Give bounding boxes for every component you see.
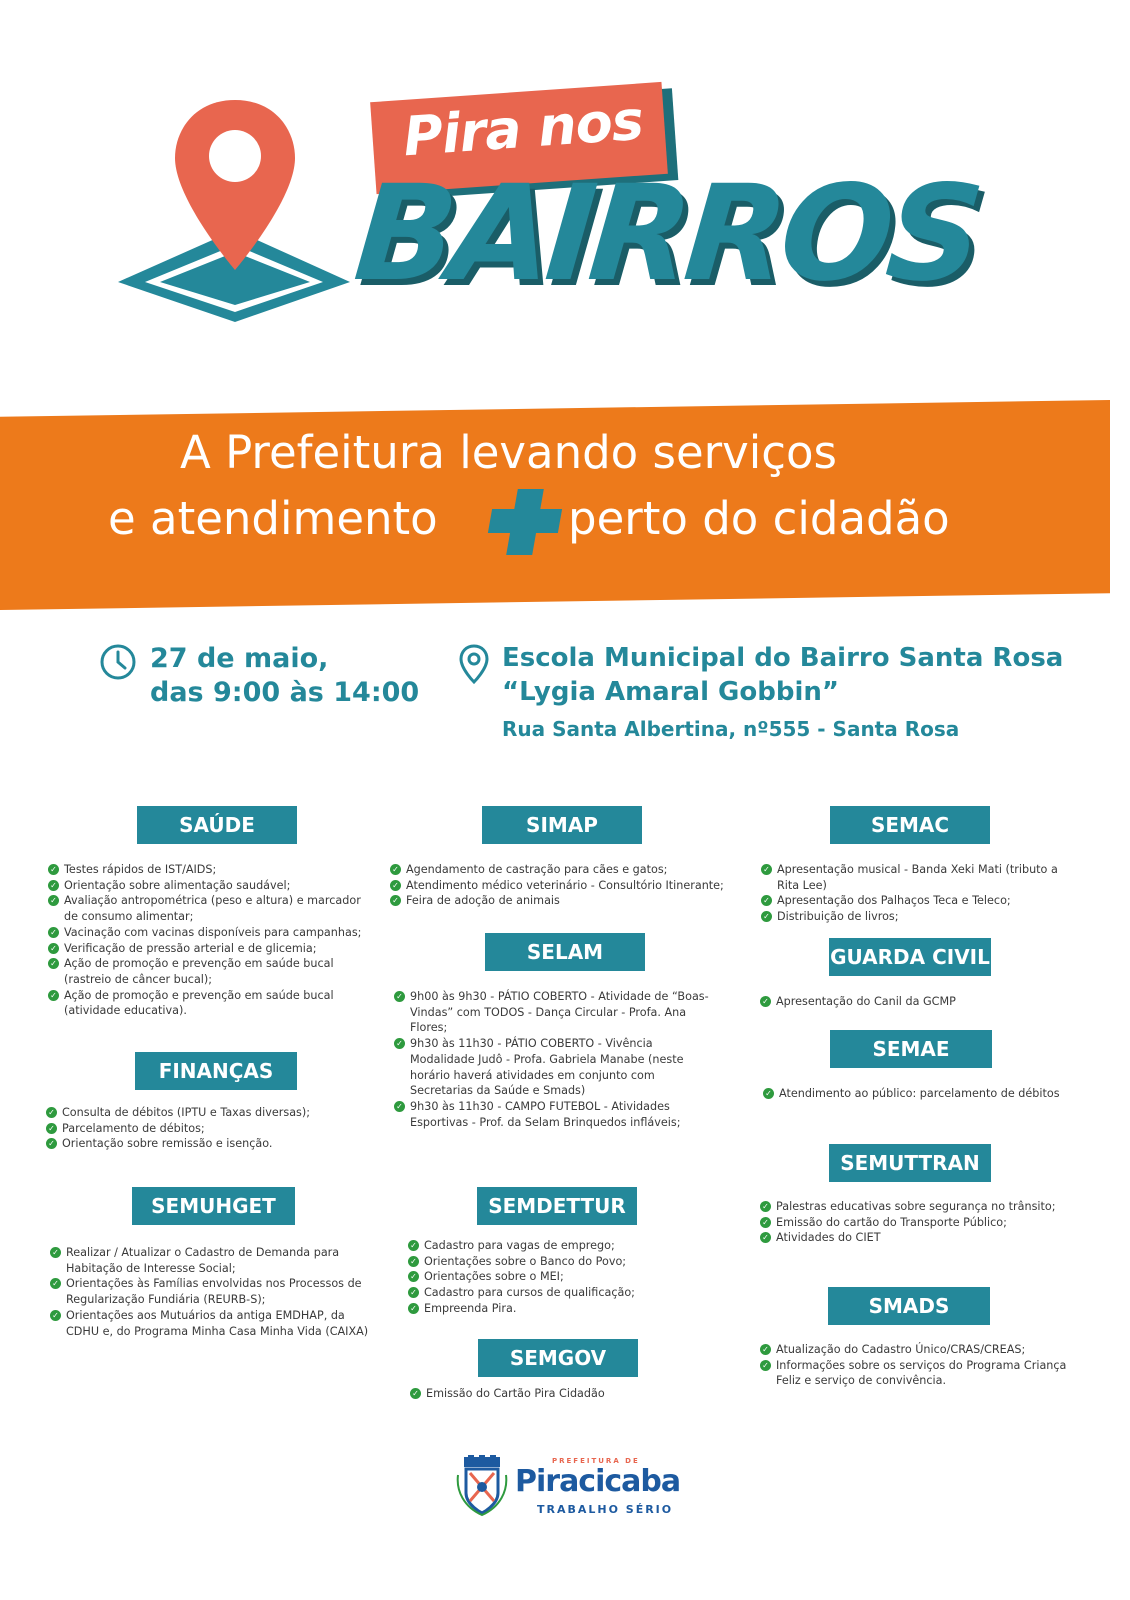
section-header-semuttran: SEMUTTRAN [829, 1144, 991, 1182]
selam-list [394, 989, 714, 1130]
clock-icon [99, 643, 137, 681]
list-item: ✓ Orientações aos Mutuários da antiga EMDHAP, da CDHU e, do Programa Minha Casa Minha Vida (CAIXA) [50, 1308, 370, 1339]
list-item: ✓ Feira de adoção de animais [390, 893, 730, 909]
simap-list [390, 862, 730, 909]
list-item: ✓ 9h00 às 9h30 - PÁTIO COBERTO - Atividade de “Boas-Vindas” com TODOS - Dança Circular - Profa. Ana Flores; [394, 989, 714, 1036]
semgov-list [410, 1386, 710, 1402]
semdettur-list [408, 1238, 708, 1317]
list-item: ✓ Distribuição de livros; [761, 909, 1061, 925]
list-item: ✓ 9h30 às 11h30 - CAMPO FUTEBOL - Atividades Esportivas - Prof. da Selam Brinquedos infláveis; [394, 1099, 714, 1130]
city-coat-of-arms-icon [456, 1455, 508, 1517]
banner-line-1: A Prefeitura levando serviços [180, 426, 838, 479]
guarda-list [760, 994, 1060, 1010]
saude-list [48, 862, 378, 1019]
list-item: ✓ Apresentação do Canil da GCMP [760, 994, 1060, 1010]
event-date: 27 de maio, [150, 643, 329, 674]
list-item: ✓ Realizar / Atualizar o Cadastro de Demanda para Habitação de Interesse Social; [50, 1245, 370, 1276]
list-item: ✓ Parcelamento de débitos; [46, 1121, 376, 1137]
list-item: ✓ Atividades do CIET [760, 1230, 1080, 1246]
smads-list [760, 1342, 1080, 1389]
list-item: ✓ Agendamento de castração para cães e gatos; [390, 862, 730, 878]
list-item: ✓ Consulta de débitos (IPTU e Taxas diversas); [46, 1105, 376, 1121]
section-header-semuhget: SEMUHGET [132, 1187, 295, 1225]
section-header-saude: SAÚDE [137, 806, 297, 844]
list-item: ✓ Testes rápidos de IST/AIDS; [48, 862, 378, 878]
list-item: ✓ Orientações às Famílias envolvidas nos Processos de Regularização Fundiária (REURB-S); [50, 1276, 370, 1307]
section-header-guarda-civil: GUARDA CIVIL [829, 938, 991, 976]
list-item: ✓ Atendimento ao público: parcelamento de débitos [763, 1086, 1093, 1102]
section-header-simap: SIMAP [482, 806, 642, 844]
semuhget-list [50, 1245, 370, 1339]
semuttran-list [760, 1199, 1080, 1246]
title-tag-text: Pira nos [401, 88, 645, 169]
list-item: ✓ Vacinação com vacinas disponíveis para campanhas; [48, 925, 378, 941]
banner-line-2b: perto do cidadão [568, 492, 950, 545]
section-header-smads: SMADS [828, 1287, 990, 1325]
main-title: BAIRROS [349, 157, 984, 311]
list-item: ✓ Palestras educativas sobre segurança no trânsito; [760, 1199, 1080, 1215]
list-item: ✓ Orientações sobre o Banco do Povo; [408, 1254, 708, 1270]
semae-list [763, 1086, 1093, 1102]
list-item: ✓ Informações sobre os serviços do Programa Criança Feliz e serviço de convivência. [760, 1358, 1080, 1389]
event-time: das 9:00 às 14:00 [150, 677, 420, 708]
list-item: ✓ Emissão do Cartão Pira Cidadão [410, 1386, 710, 1402]
venue-address: Rua Santa Albertina, nº555 - Santa Rosa [502, 717, 960, 741]
list-item: ✓ Apresentação musical - Banda Xeki Mati (tributo a Rita Lee) [761, 862, 1061, 893]
semac-list [761, 862, 1061, 925]
list-item: ✓ Cadastro para vagas de emprego; [408, 1238, 708, 1254]
location-pin-icon [458, 643, 490, 685]
list-item: ✓ Ação de promoção e prevenção em saúde bucal (atividade educativa). [48, 988, 378, 1019]
list-item: ✓ Atendimento médico veterinário - Consultório Itinerante; [390, 878, 730, 894]
logo-prefix: PREFEITURA DE [552, 1457, 640, 1465]
map-pin-logo-icon [110, 90, 360, 330]
venue-subname: “Lygia Amaral Gobbin” [502, 677, 839, 707]
list-item: ✓ Cadastro para cursos de qualificação; [408, 1285, 708, 1301]
list-item: ✓ Orientações sobre o MEI; [408, 1269, 708, 1285]
banner-line-2a: e atendimento [108, 492, 438, 545]
list-item: ✓ Verificação de pressão arterial e de glicemia; [48, 941, 378, 957]
section-header-semdettur: SEMDETTUR [477, 1187, 637, 1225]
list-item: ✓ Orientação sobre remissão e isenção. [46, 1136, 376, 1152]
venue-name: Escola Municipal do Bairro Santa Rosa [502, 643, 1064, 673]
section-header-semae: SEMAE [830, 1030, 992, 1068]
financas-list [46, 1105, 376, 1152]
list-item: ✓ Emissão do cartão do Transporte Público; [760, 1215, 1080, 1231]
list-item: ✓ Empreenda Pira. [408, 1301, 708, 1317]
section-header-financas: FINANÇAS [135, 1052, 297, 1090]
section-header-semgov: SEMGOV [478, 1339, 638, 1377]
list-item: ✓ Atualização do Cadastro Único/CRAS/CREAS; [760, 1342, 1080, 1358]
logo-city-name: Piracicaba [515, 1464, 681, 1499]
list-item: ✓ 9h30 às 11h30 - PÁTIO COBERTO - Vivência Modalidade Judô - Profa. Gabriela Manabe (neste horário haverá atividades em conjunto com Secretarias da Saúde e Smads) [394, 1036, 714, 1099]
list-item: ✓ Avaliação antropométrica (peso e altura) e marcador de consumo alimentar; [48, 893, 378, 924]
list-item: ✓ Ação de promoção e prevenção em saúde bucal (rastreio de câncer bucal); [48, 956, 378, 987]
list-item: ✓ Apresentação dos Palhaços Teca e Teleco; [761, 893, 1061, 909]
logo-slogan: TRABALHO SÉRIO [537, 1503, 674, 1516]
section-header-selam: SELAM [485, 933, 645, 971]
section-header-semac: SEMAC [830, 806, 990, 844]
list-item: ✓ Orientação sobre alimentação saudável; [48, 878, 378, 894]
